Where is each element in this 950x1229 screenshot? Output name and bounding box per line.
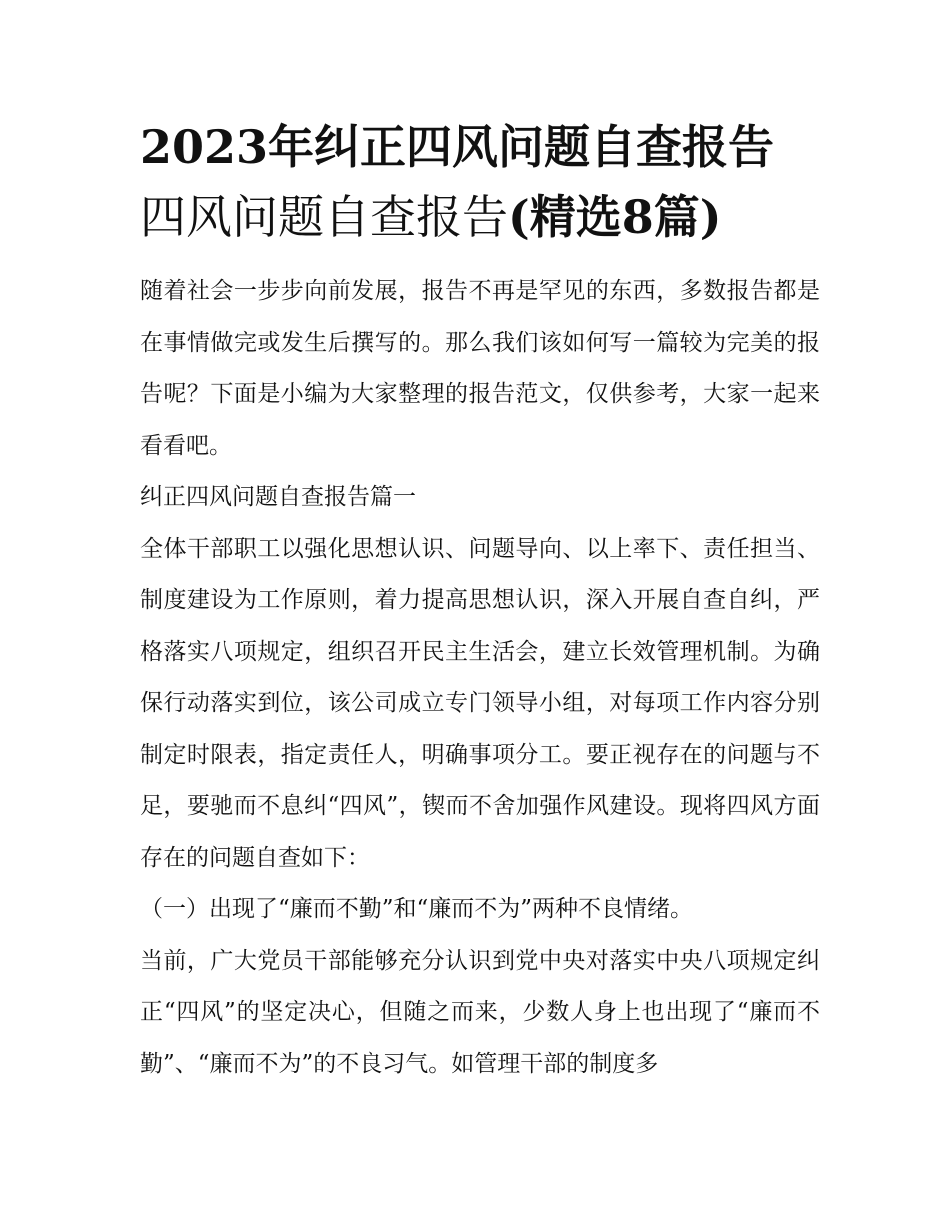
title-line-2-suffix: (精选8篇) <box>508 190 722 244</box>
title-line-1: 2023年纠正四风问题自查报告 <box>140 120 775 174</box>
document-body <box>140 266 820 1090</box>
intro-paragraph: 随着社会一步步向前发展，报告不再是罕见的东西，多数报告都是在事情做完或发生后撰写的。那么我们该如何写一篇较为完美的报告呢？下面是小编为大家整理的报告范文，仅供参考，大家一起来看看吧。 <box>140 278 820 459</box>
title-line-2 <box>140 182 820 252</box>
section-heading: 纠正四风问题自查报告篇一 <box>140 484 416 510</box>
body-paragraph-2: 当前，广大党员干部能够充分认识到党中央对落实中央八项规定纠正“四风”的坚定决心，但随之而来，少数人身上也出现了“廉而不勤”、“廉而不为”的不良习气。如管理干部的制度多 <box>140 947 820 1077</box>
title-line-2-main: 四风问题自查报告 <box>140 190 508 244</box>
document-page <box>140 112 820 1090</box>
document-title <box>140 112 820 252</box>
sub-heading-1: （一）出现了“廉而不勤”和“廉而不为”两种不良情绪。 <box>140 896 694 922</box>
body-paragraph-1: 全体干部职工以强化思想认识、问题导向、以上率下、责任担当、制度建设为工作原则，着力提高思想认识，深入开展自查自纠，严格落实八项规定，组织召开民主生活会，建立长效管理机制。为确保行动落实到位，该公司成立专门领导小组，对每项工作内容分别制定时限表，指定责任人，明确事项分工。要正视存在的问题与不足，要驰而不息纠“四风”，锲而不舍加强作风建设。现将四风方面存在的问题自查如下： <box>140 535 820 871</box>
